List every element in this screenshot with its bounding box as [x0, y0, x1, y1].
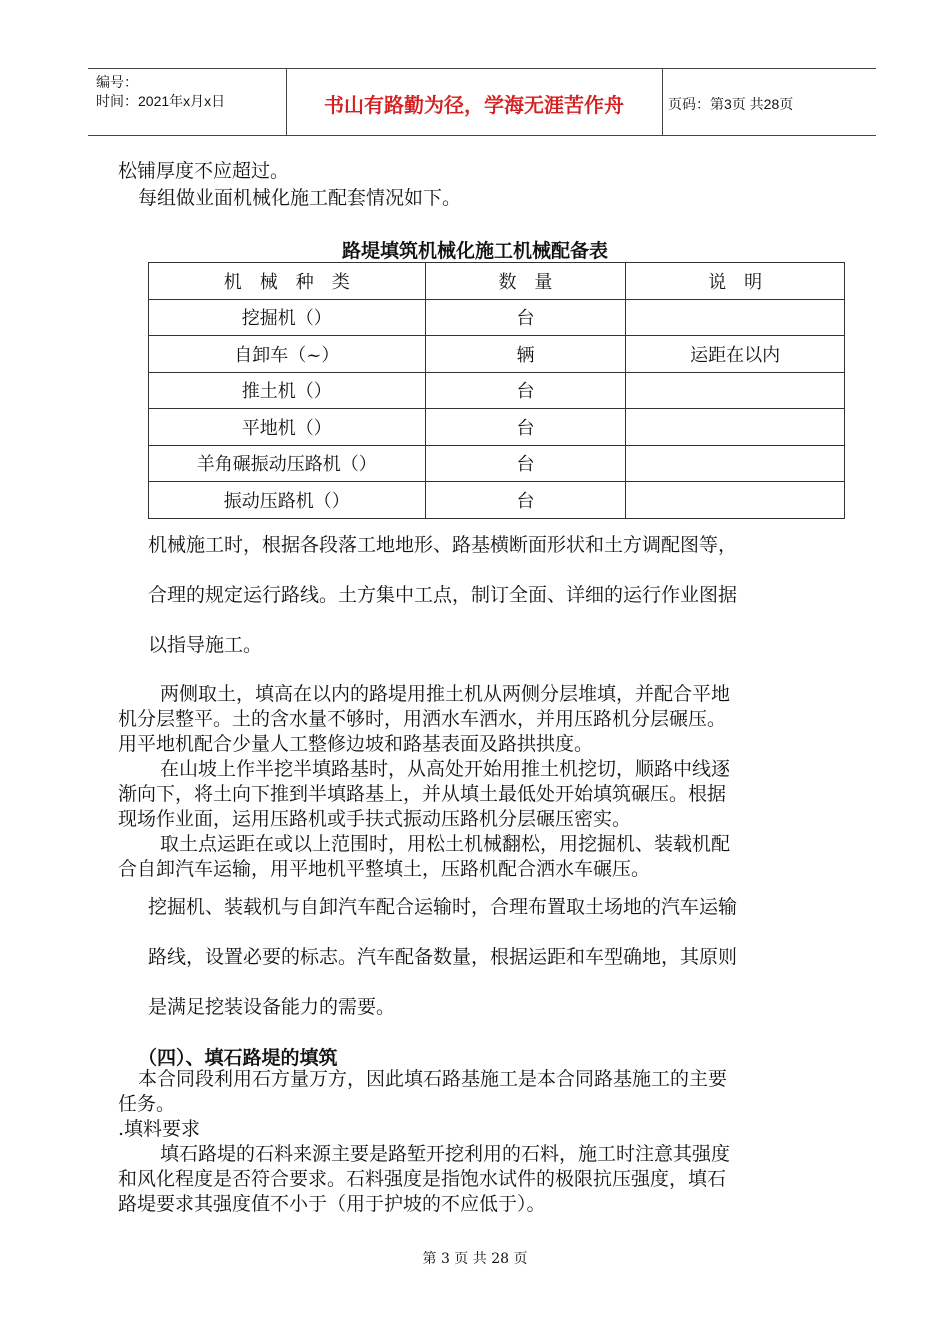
cell-unit: 台: [425, 299, 626, 336]
cell-unit: 台: [425, 372, 626, 409]
cell-note: [626, 372, 845, 409]
paragraph-line: 取土点运距在或以上范围时，用松土机械翻松，用挖掘机、装载机配: [160, 833, 731, 855]
cell-unit: 台: [425, 409, 626, 446]
table-row: [149, 482, 845, 519]
cell-unit: 台: [425, 482, 626, 519]
table-row: [149, 372, 845, 409]
paragraph-line: 挖掘机、装载机与自卸汽车配合运输时，合理布置取土场地的汽车运输: [148, 896, 738, 918]
paragraph-line: 路堤要求其强度值不小于（用于护坡的不应低于）。: [118, 1193, 546, 1215]
subheading: .填料要求: [118, 1118, 201, 1140]
paragraph-line: 两侧取土，填高在以内的路堤用推土机从两侧分层堆填，并配合平地: [160, 683, 731, 705]
header-cell-qty: 数 量: [425, 263, 626, 300]
paragraph-line: 用平地机配合少量人工整修边坡和路基表面及路拱拱度。: [118, 733, 594, 755]
header-time: 时间：2021年x月x日: [96, 93, 226, 109]
intro-line-1: 松铺厚度不应超过。: [118, 160, 290, 182]
cell-note: [626, 482, 845, 519]
section-title: （四）、填石路堤的填筑: [138, 1047, 338, 1069]
header-motto: 书山有路勤为径，学海无涯苦作舟: [324, 95, 624, 117]
cell-note: [626, 409, 845, 446]
table-row: [149, 409, 845, 446]
cell-unit: 台: [425, 445, 626, 482]
paragraph-line: 本合同段利用石方量万方，因此填石路基施工是本合同路基施工的主要: [138, 1068, 728, 1090]
table-row: [149, 445, 845, 482]
header-cell-type: 机 械 种 类: [149, 263, 426, 300]
table-header-row: [149, 263, 845, 300]
cell-machine: 挖掘机（）: [149, 299, 426, 336]
paragraph-line: 机分层整平。土的含水量不够时，用洒水车洒水，并用压路机分层碾压。: [118, 708, 727, 730]
header-number: 编号：: [96, 74, 138, 90]
table-title: 路堤填筑机械化施工机械配备表: [341, 240, 608, 262]
intro-line-2: 每组做业面机械化施工配套情况如下。: [138, 187, 462, 209]
paragraph-line: 是满足挖装设备能力的需要。: [148, 996, 396, 1018]
cell-note: 运距在以内: [626, 336, 845, 373]
paragraph-line: 和风化程度是否符合要求。石料强度是指饱水试件的极限抗压强度，填石: [118, 1168, 727, 1190]
table-row: [149, 299, 845, 336]
paragraph-line: 在山坡上作半挖半填路基时，从高处开始用推土机挖切，顺路中线逐: [160, 758, 731, 780]
header-meta: [96, 73, 225, 111]
paragraph-line: 填石路堤的石料来源主要是路堑开挖利用的石料，施工时注意其强度: [160, 1143, 731, 1165]
paragraph-line: 渐向下，将土向下推到半填路基上，并从填土最低处开始填筑碾压。根据: [118, 783, 727, 805]
header-page-code: 页码：第3页 共28页: [668, 96, 794, 112]
paragraph-line: 合理的规定运行路线。土方集中工点，制订全面、详细的运行作业图据: [148, 584, 738, 606]
paragraph-line: 以指导施工。: [148, 634, 263, 656]
cell-machine: 推土机（）: [149, 372, 426, 409]
cell-machine: 自卸车（~）: [149, 336, 426, 373]
header-cell-note: 说 明: [626, 263, 845, 300]
header-divider: [286, 69, 287, 135]
cell-machine: 羊角碾振动压路机（）: [149, 445, 426, 482]
page-footer: 第 3 页 共 28 页: [422, 1251, 528, 1267]
table-row: [149, 336, 845, 373]
paragraph-line: 路线，设置必要的标志。汽车配备数量，根据运距和车型确地，其原则: [148, 946, 738, 968]
paragraph-line: 任务。: [118, 1093, 176, 1115]
cell-note: [626, 445, 845, 482]
paragraph-line: 合自卸汽车运输，用平地机平整填土，压路机配合洒水车碾压。: [118, 858, 651, 880]
paragraph-line: 机械施工时，根据各段落工地地形、路基横断面形状和土方调配图等，: [148, 534, 738, 556]
cell-machine: 振动压路机（）: [149, 482, 426, 519]
page-header: [88, 68, 876, 136]
cell-note: [626, 299, 845, 336]
header-divider: [662, 69, 663, 135]
paragraph-line: 现场作业面，运用压路机或手扶式振动压路机分层碾压密实。: [118, 808, 632, 830]
cell-unit: 辆: [425, 336, 626, 373]
machinery-table: [148, 262, 845, 519]
cell-machine: 平地机（）: [149, 409, 426, 446]
